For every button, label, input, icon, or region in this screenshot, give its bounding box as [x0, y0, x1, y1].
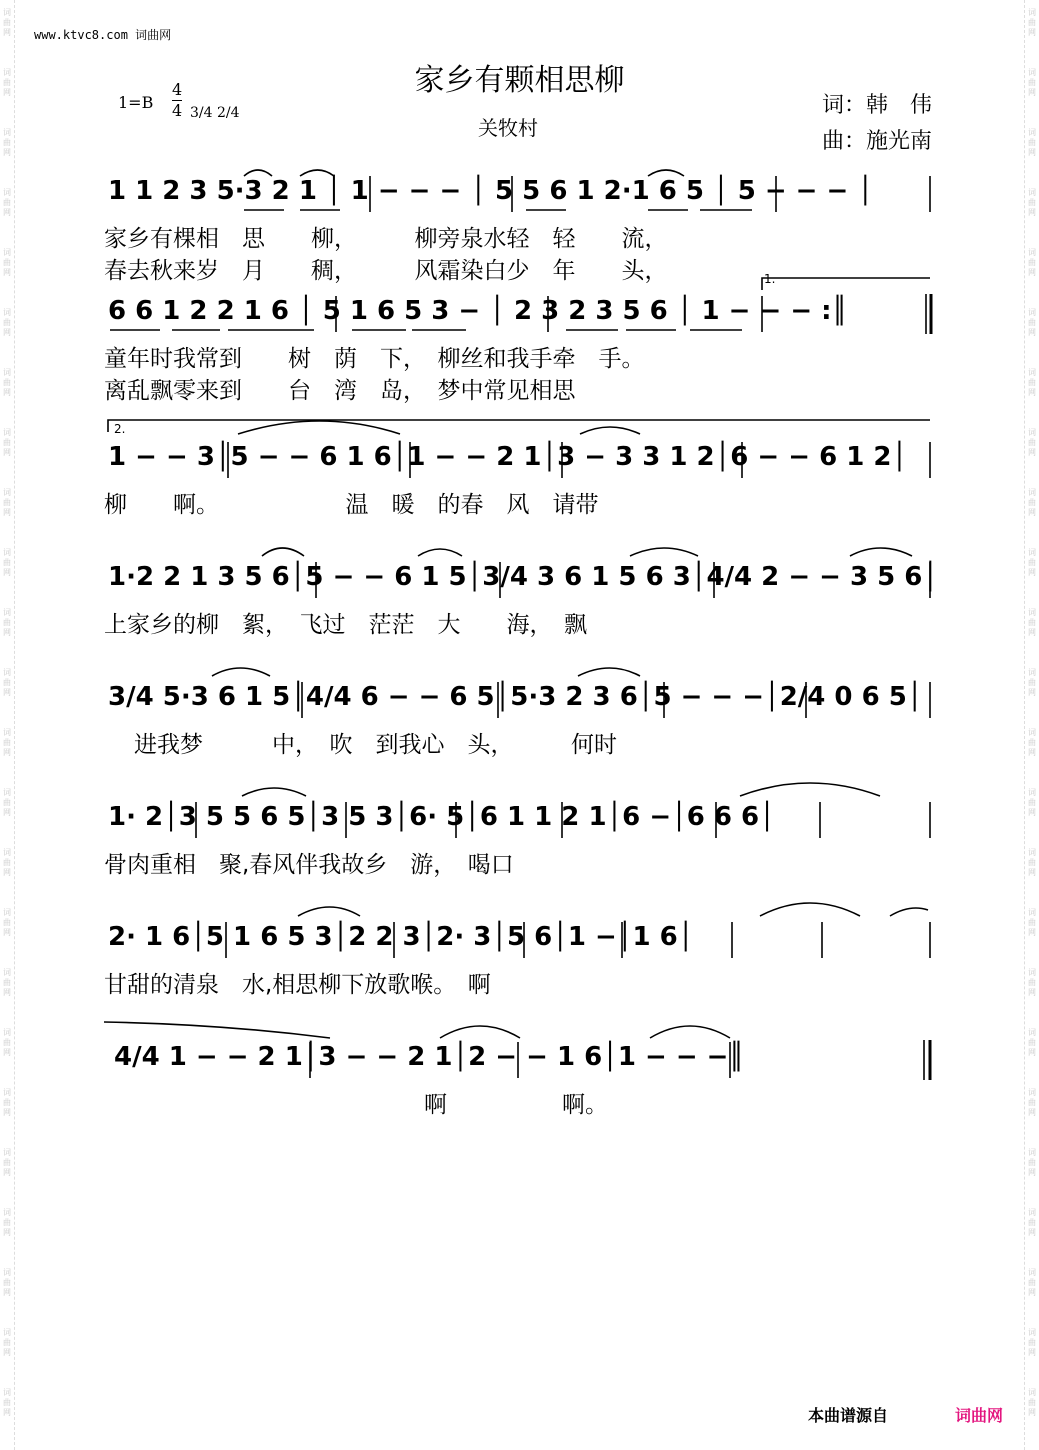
row7-notes: 2· 1 6│5 1 6 5 3│2 2 3│2· 3│5 6│1 −│1 6│: [108, 922, 694, 952]
watermark-text: 词 曲 网: [3, 428, 11, 457]
time-signature-alternates: 3/4 2/4: [190, 105, 240, 121]
watermark-text: 词 曲 网: [3, 1388, 11, 1417]
row4-lyrics: 上家乡的柳 絮， 飞过 茫茫 大 海， 飘: [104, 612, 587, 638]
watermark-text: 词 曲 网: [1028, 968, 1036, 997]
watermark-text: 词 曲 网: [1028, 1028, 1036, 1057]
watermark-text: 词 曲 网: [1028, 488, 1036, 517]
watermark-text: 词 曲 网: [3, 1028, 11, 1057]
row8-lyrics: 啊 啊。: [424, 1092, 608, 1118]
watermark-text: 词 曲 网: [1028, 788, 1036, 817]
row2-lyrics-verse2: 离乱飘零来到 台 湾 岛， 梦中常见相思: [104, 378, 576, 404]
watermark-text: 词 曲 网: [3, 728, 11, 757]
watermark-text: 词 曲 网: [1028, 848, 1036, 877]
row2-notes: 6 6 1 2 2 1 6 │ 5 1 6 5 3 − │ 2 3 2 3 5 6 │ 1 − − − :║: [108, 296, 848, 326]
row1-lyrics-verse2: 春去秋来岁 月 稠， 风霜染白少 年 头，: [104, 258, 668, 284]
row2-lyrics-verse1: 童年时我常到 树 荫 下， 柳丝和我手牵 手。: [104, 346, 645, 372]
ending1-label: 1.: [764, 272, 776, 286]
song-title: 家乡有颗相思柳: [414, 63, 625, 98]
watermark-text: 词 曲 网: [3, 968, 11, 997]
singer: 关牧村: [478, 116, 538, 140]
watermark-text: 词 曲 网: [3, 608, 11, 637]
watermark-text: 词 曲 网: [1028, 1148, 1036, 1177]
watermark-text: 词 曲 网: [1028, 1268, 1036, 1297]
watermark-text: 词 曲 网: [1028, 368, 1036, 397]
watermark-text: 词 曲 网: [1028, 608, 1036, 637]
row7-lyrics: 甘甜的清泉 水,相思柳下放歌喉。 啊: [104, 972, 491, 998]
watermark-text: 词 曲 网: [1028, 1328, 1036, 1357]
footer-site-link[interactable]: 词曲网: [955, 1406, 1004, 1425]
watermark-text: 词 曲 网: [3, 248, 11, 277]
time-denominator: 4: [172, 101, 183, 120]
watermark-text: 词 曲 网: [3, 488, 11, 517]
watermark-text: 词 曲 网: [3, 1148, 11, 1177]
watermark-text: 词 曲 网: [3, 1208, 11, 1237]
watermark-text: 词 曲 网: [3, 548, 11, 577]
row6-lyrics: 骨肉重相 聚,春风伴我故乡 游， 喝口: [104, 852, 514, 878]
watermark-text: 词 曲 网: [1028, 908, 1036, 937]
row3-notes: 1 − − 3│5 − − 6 1 6│1 − − 2 1│3 − 3 3 1 2│6 − − 6 1 2│: [108, 442, 908, 472]
watermark-text: 词 曲 网: [3, 1088, 11, 1117]
watermark-text: 词 曲 网: [1028, 1088, 1036, 1117]
watermark-text: 词 曲 网: [3, 848, 11, 877]
row4-notes: 1·2 2 1 3 5 6│5 − − 6 1 5│3/4 3 6 1 5 6 3│4/4 2 − − 3 5 6│: [108, 562, 939, 592]
watermark-text: 词 曲 网: [1028, 68, 1036, 97]
footer-source-label: 本曲谱源自: [808, 1406, 889, 1425]
watermark-text: 词 曲 网: [3, 1328, 11, 1357]
watermark-text: 词 曲 网: [1028, 188, 1036, 217]
key-signature: 1=B: [118, 93, 154, 112]
watermark-text: 词 曲 网: [3, 368, 11, 397]
watermark-text: 词 曲 网: [1028, 1208, 1036, 1237]
watermark-text: 词 曲 网: [3, 908, 11, 937]
watermark-text: 词 曲 网: [1028, 8, 1036, 37]
watermark-text: 词 曲 网: [3, 128, 11, 157]
watermark-text: 词 曲 网: [3, 68, 11, 97]
watermark-text: 词 曲 网: [3, 188, 11, 217]
row1-lyrics-verse1: 家乡有棵相 思 柳， 柳旁泉水轻 轻 流，: [104, 226, 668, 252]
row1-notes: 1 1 2 3 5·3 2 1 │ 1 − − − │ 5 5 6 1 2·1 6 5 │ 5 − − − │: [108, 176, 874, 206]
watermark-text: 词 曲 网: [1028, 428, 1036, 457]
watermark-text: 词 曲 网: [3, 8, 11, 37]
watermark-text: 词 曲 网: [3, 668, 11, 697]
row5-notes: 3/4 5·3 6 1 5│4/4 6 − − 6 5│5·3 2 3 6│5 − − −│2/4 0 6 5│: [108, 682, 923, 712]
watermark-text: 词 曲 网: [1028, 308, 1036, 337]
row6-notes: 1· 2│3 5 5 6 5│3 5 3│6· 5│6 1 1 2 1│6 −│6 6 6│: [108, 802, 775, 832]
watermark-text: 词 曲 网: [3, 308, 11, 337]
watermark-text: 词 曲 网: [1028, 1388, 1036, 1417]
watermark-text: 词 曲 网: [1028, 728, 1036, 757]
ending2-label: 2.: [114, 422, 126, 436]
watermark-text: 词 曲 网: [1028, 128, 1036, 157]
lyricist: 词：韩 伟: [822, 93, 933, 118]
watermark-text: 词 曲 网: [1028, 548, 1036, 577]
watermark-text: 词 曲 网: [1028, 248, 1036, 277]
composer: 曲：施光南: [822, 129, 933, 154]
time-numerator: 4: [172, 80, 183, 99]
watermark-text: 词 曲 网: [1028, 668, 1036, 697]
row8-notes: 4/4 1 − − 2 1│3 − − 2 1│2 − − 1 6│1 − − −║: [114, 1042, 745, 1072]
row5-lyrics: 进我梦 中， 吹 到我心 头， 何时: [134, 732, 617, 758]
watermark-text: 词 曲 网: [3, 1268, 11, 1297]
row3-lyrics: 柳 啊。 温 暖 的春 风 请带: [104, 492, 599, 518]
site-url: www.ktvc8.com 词曲网: [34, 28, 172, 42]
watermark-text: 词 曲 网: [3, 788, 11, 817]
